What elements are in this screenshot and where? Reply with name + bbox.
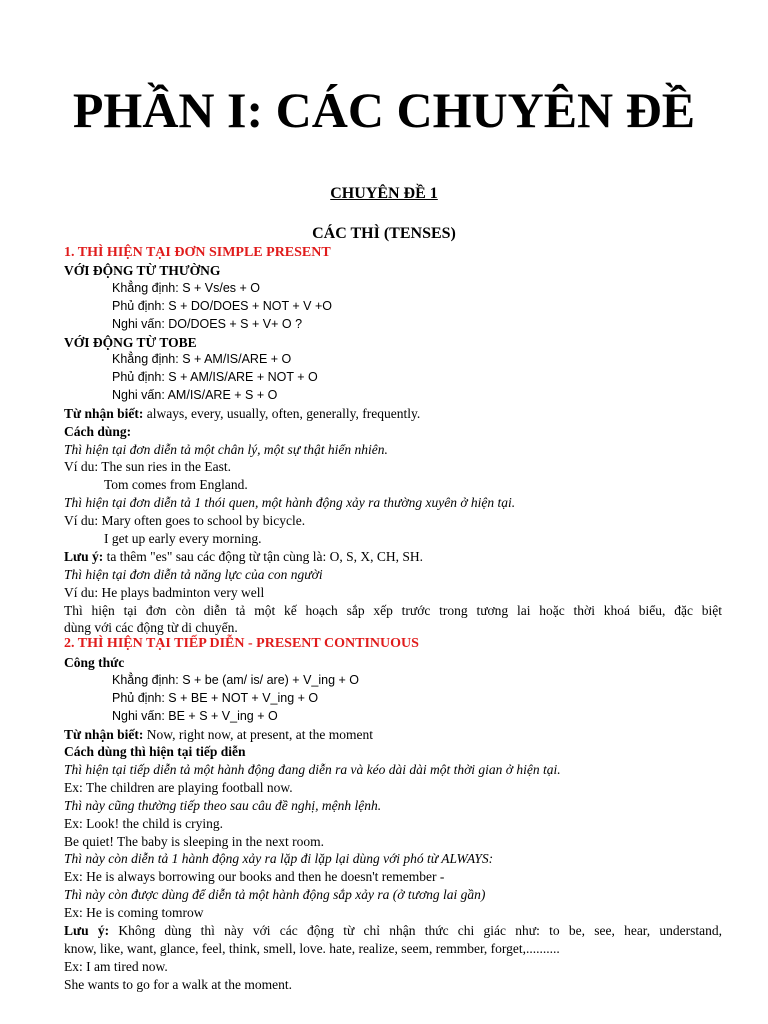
note <box>64 548 423 565</box>
affirmative-formula-tobe: Khẳng định: S + AM/IS/ARE + O <box>112 352 292 366</box>
continuous-example-3: Ex: He is always borrowing our books and then he doesn't remember - <box>64 869 445 884</box>
usage-label: Cách dùng: <box>64 424 132 439</box>
example-2b: I get up early every morning. <box>104 531 262 546</box>
continuous-negative: Phủ định: S + BE + NOT + V_ing + O <box>112 691 319 705</box>
section-title: CÁC THÌ (TENSES) <box>312 225 456 242</box>
section-2-heading: 2. THÌ HIỆN TẠI TIẾP DIỄN - PRESENT CONTINUOUS <box>64 636 419 651</box>
continuous-example-4: Ex: He is coming tomrow <box>64 905 204 920</box>
continuous-example-5b: She wants to go for a walk at the moment. <box>64 977 292 992</box>
continuous-usage-2: Thì này cũng thường tiếp theo sau câu đề nghị, mệnh lệnh. <box>64 798 382 813</box>
question-formula: Nghi vấn: DO/DOES + S + V+ O ? <box>112 317 303 331</box>
note-text: ta thêm "es" sau các động từ tận cùng là: O, S, X, CH, SH. <box>103 549 424 564</box>
example-2a: Ví du: Mary often goes to school by bicycle. <box>64 513 306 528</box>
question-formula-tobe: Nghi vấn: AM/IS/ARE + S + O <box>112 388 278 402</box>
chuyen-de-heading: CHUYÊN ĐỀ 1 <box>330 185 438 202</box>
continuous-example-1: Ex: The children are playing football now. <box>64 780 293 795</box>
page-title: PHẦN I: CÁC CHUYÊN ĐỀ <box>72 82 696 138</box>
example-1a: Ví du: The sun ries in the East. <box>64 459 231 474</box>
usage-1: Thì hiện tại đơn diễn tả một chân lý, một sự thật hiển nhiên. <box>64 442 388 457</box>
continuous-note-line-2: know, like, want, glance, feel, think, smell, love. hate, realize, seem, remmber, forget,.......... <box>64 941 560 956</box>
continuous-affirmative: Khẳng định: S + be (am/ is/ are) + V_ing + O <box>112 673 360 687</box>
negative-formula: Phủ định: S + DO/DOES + NOT + V +O <box>112 299 333 313</box>
subheading-regular-verbs: VỚI ĐỘNG TỪ THƯỜNG <box>64 263 221 278</box>
usage-3: Thì hiện tại đơn diễn tả năng lực của con người <box>64 567 323 582</box>
continuous-note-text: Không dùng thì này với các động từ chỉ nhận thức chi giác như: to be, see, hear, understand, <box>109 923 722 938</box>
usage-4-line-2: dùng với các động từ di chuyển. <box>64 620 238 635</box>
continuous-usage-1: Thì hiện tại tiếp diễn tả một hành động đang diễn ra và kéo dài dài một thời gian ở hiện tại. <box>64 762 561 777</box>
note-label: Lưu ý: <box>64 549 104 564</box>
example-3: Ví du: He plays badminton very well <box>64 585 265 600</box>
subheading-tobe: VỚI ĐỘNG TỪ TOBE <box>64 335 197 350</box>
continuous-note-label: Lưu ý: <box>64 923 110 938</box>
continuous-question: Nghi vấn: BE + S + V_ing + O <box>112 709 278 723</box>
continuous-example-2a: Ex: Look! the child is crying. <box>64 816 223 831</box>
continuous-usage-4: Thì này còn được dùng để diễn tả một hành động sắp xảy ra (ở tương lai gần) <box>64 887 486 902</box>
continuous-example-5a: Ex: I am tired now. <box>64 959 168 974</box>
signal-words-text: always, every, usually, often, generally, frequently. <box>143 406 421 421</box>
continuous-note-line-1 <box>64 922 722 939</box>
example-1b: Tom comes from England. <box>104 477 248 492</box>
section-1-heading: 1. THÌ HIỆN TẠI ĐƠN SIMPLE PRESENT <box>64 245 331 260</box>
signal-words-label: Từ nhận biết: <box>64 406 144 421</box>
negative-formula-tobe: Phủ định: S + AM/IS/ARE + NOT + O <box>112 370 318 384</box>
affirmative-formula: Khẳng định: S + Vs/es + O <box>112 281 261 295</box>
signal-words <box>64 405 420 422</box>
continuous-example-2b: Be quiet! The baby is sleeping in the next room. <box>64 834 324 849</box>
usage-4-line-1: Thì hiện tại đơn còn diễn tả một kế hoạch sắp xếp trước trong tương lai hoặc thời khoá biểu, đặc biệt <box>64 603 722 618</box>
continuous-usage-3: Thì này còn diễn tả 1 hành động xảy ra lặp đi lặp lại dùng với phó từ ALWAYS: <box>64 851 494 866</box>
continuous-signal-text: Now, right now, at present, at the moment <box>143 727 373 742</box>
usage-2: Thì hiện tại đơn diễn tả 1 thói quen, một hành động xảy ra thường xuyên ở hiện tại. <box>64 495 516 510</box>
formula-label: Công thức <box>64 655 125 670</box>
continuous-signal-label: Từ nhận biết: <box>64 727 144 742</box>
continuous-usage-label: Cách dùng thì hiện tại tiếp diễn <box>64 744 246 759</box>
continuous-signal-words <box>64 726 373 743</box>
